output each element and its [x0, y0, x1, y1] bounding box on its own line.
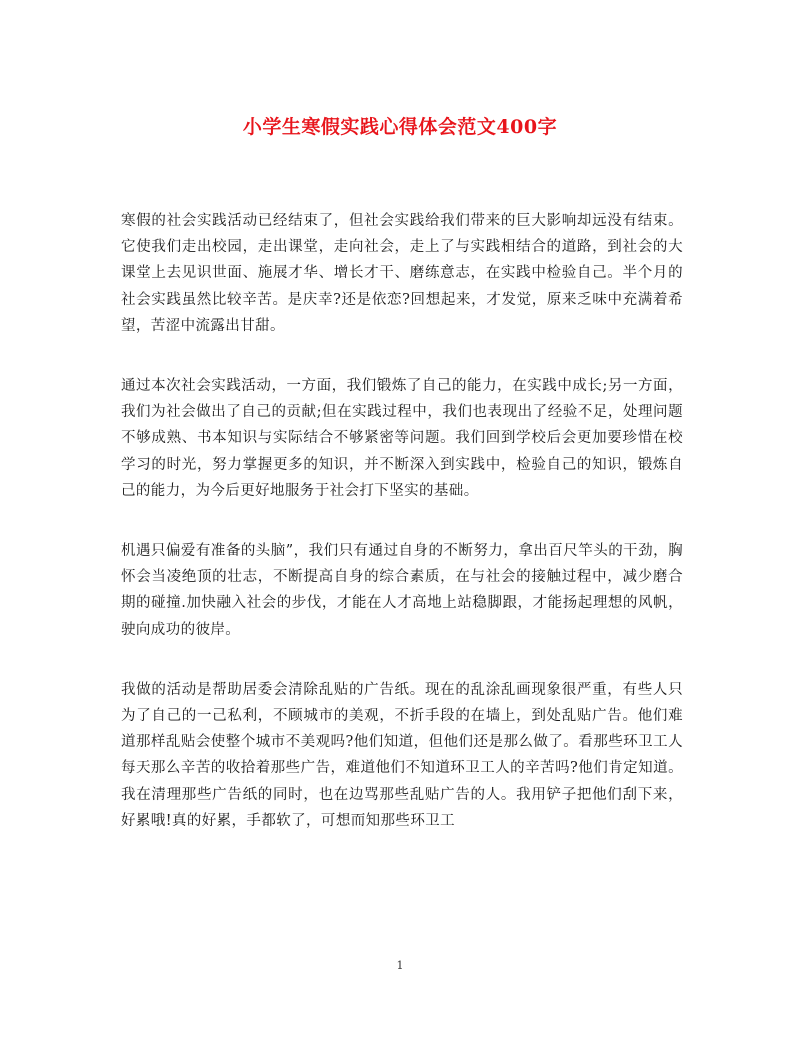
paragraph-4: 我做的活动是帮助居委会清除乱贴的广告纸。现在的乱涂乱画现象很严重，有些人只为了自己的一己私利，不顾城市的美观，不折手段的在墙上，到处乱贴广告。他们难道那样乱贴会使整个城市不美观吗?他们知道，但他们还是那么做了。看那些环卫工人每天那么辛苦的收拾着那些广告，难道他们不知道环卫工人的辛苦吗?他们肯定知道。我在清理那些广告纸的同时，也在边骂那些乱贴广告的人。我用铲子把他们刮下来，好累哦!真的好累，手都软了，可想而知那些环卫工 — [121, 681, 683, 829]
paragraph-2: 通过本次社会实践活动，一方面，我们锻炼了自己的能力，在实践中成长;另一方面，我们为社会做出了自己的贡献;但在实践过程中，我们也表现出了经验不足，处理问题不够成熟、书本知识与实际结合不够紧密等问题。我们回到学校后会更加要珍惜在校学习的时光，努力掌握更多的知识，并不断深入到实践中，检验自己的知识，锻炼自己的能力，为今后更好地服务于社会打下坚实的基础。 — [121, 378, 683, 499]
document-body — [121, 208, 683, 868]
document-title: 小学生寒假实践心得体会范文400字 — [242, 116, 558, 138]
paragraph-3: 机遇只偏爱有准备的头脑”，我们只有通过自身的不断努力，拿出百尺竿头的干劲，胸怀会当凌绝顶的壮志，不断提高自身的综合素质，在与社会的接触过程中，减少磨合期的碰撞.加快融入社会的步伐，才能在人才高地上站稳脚跟，才能扬起理想的风帆，驶向成功的彼岸。 — [121, 543, 683, 638]
paragraph-1: 寒假的社会实践活动已经结束了，但社会实践给我们带来的巨大影响却远没有结束。它使我们走出校园，走出课堂，走向社会，走上了与实践相结合的道路，到社会的大课堂上去见识世面、施展才华、增长才干、磨练意志，在实践中检验自己。半个月的社会实践虽然比较辛苦。是庆幸?还是依恋?回想起来，才发觉，原来乏味中充满着希望，苦涩中流露出甘甜。 — [121, 213, 683, 334]
page-number: 1 — [396, 959, 404, 972]
